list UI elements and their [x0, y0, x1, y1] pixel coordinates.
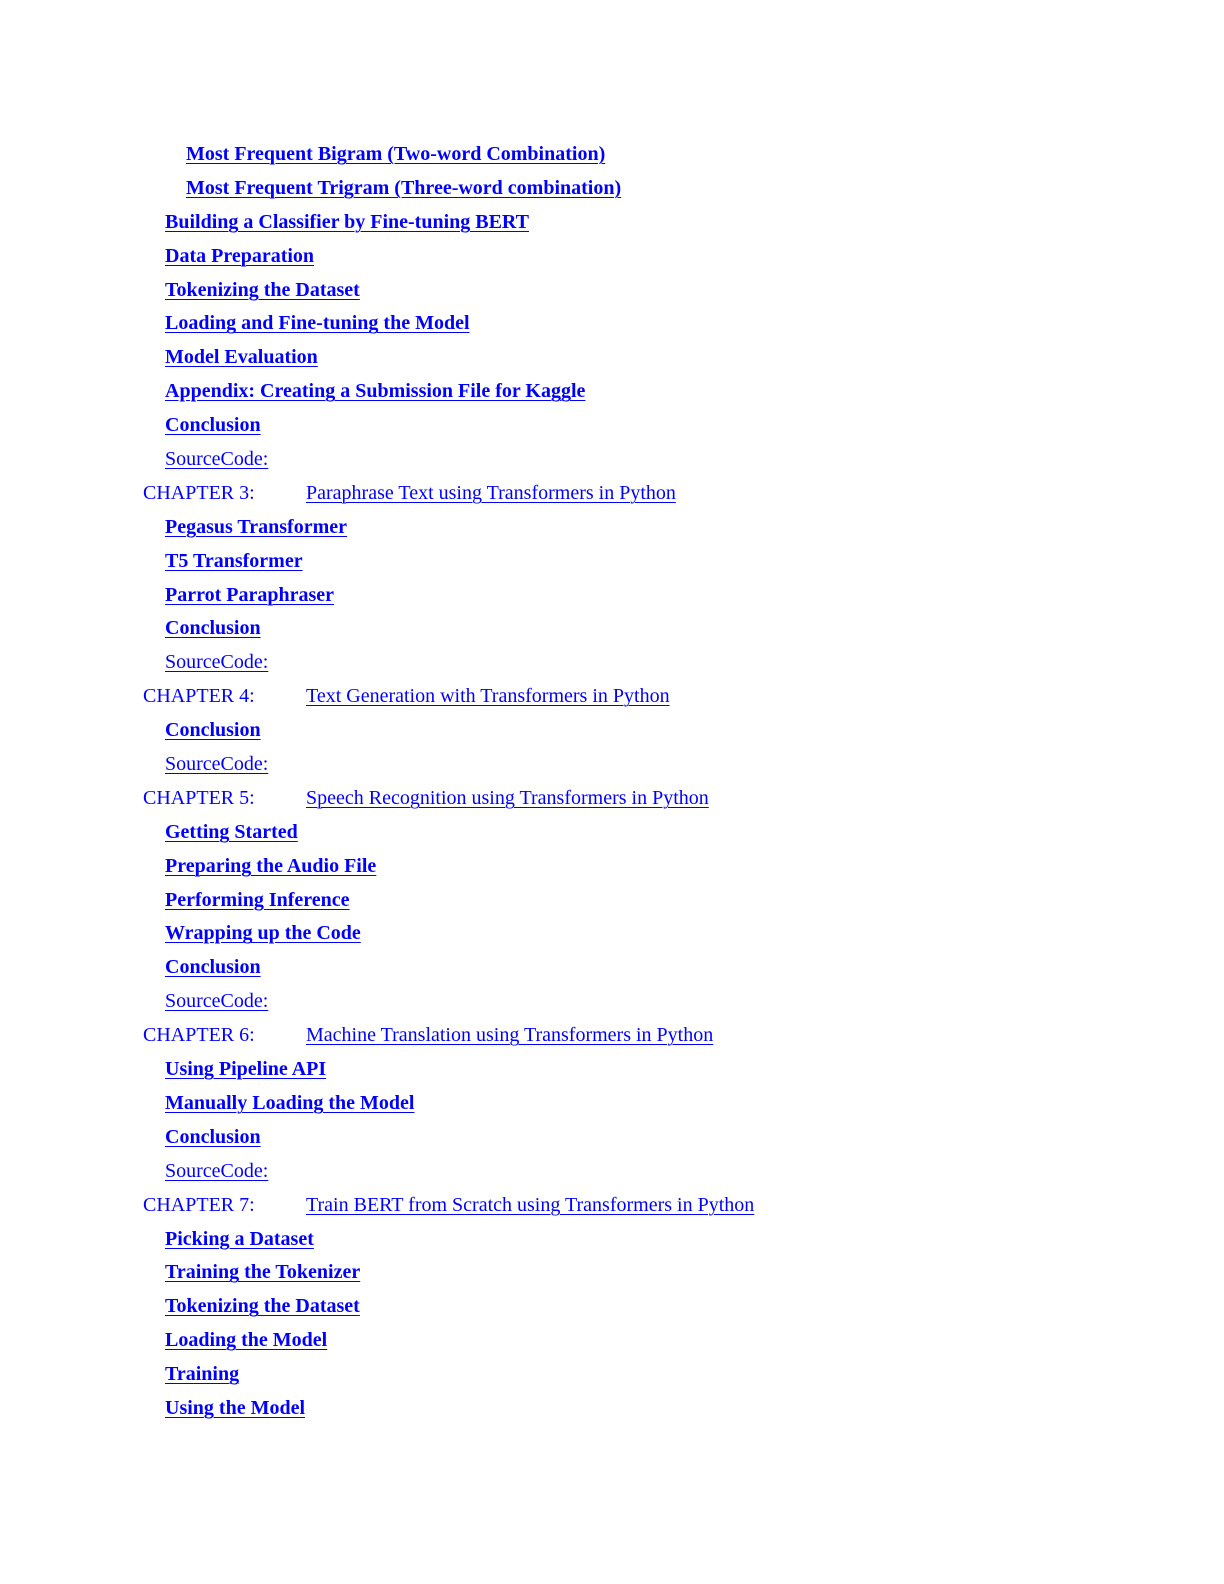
toc-link[interactable]: Manually Loading the Model — [165, 1091, 415, 1114]
toc-link[interactable]: Wrapping up the Code — [165, 922, 361, 945]
toc-entry — [0, 714, 1224, 748]
toc-chapter-entry — [0, 477, 1224, 511]
toc-entry — [0, 1223, 1224, 1257]
toc-entry — [0, 917, 1224, 951]
toc-link[interactable]: SourceCode: — [165, 448, 269, 471]
toc-entry — [0, 816, 1224, 850]
toc-link[interactable]: Data Preparation — [165, 244, 315, 267]
toc-chapter-entry — [0, 1019, 1224, 1053]
toc-entry — [0, 545, 1224, 579]
chapter-title: Text Generation with Transformers in Python — [306, 685, 670, 708]
toc-entry — [0, 206, 1224, 240]
toc-entry — [0, 274, 1224, 308]
toc-entry — [0, 951, 1224, 985]
table-of-contents — [0, 138, 1224, 1426]
toc-entry — [0, 443, 1224, 477]
chapter-number: CHAPTER 7: — [143, 1193, 255, 1216]
toc-entry — [0, 307, 1224, 341]
toc-entry — [0, 1155, 1224, 1189]
chapter-number: CHAPTER 5: — [143, 786, 255, 809]
toc-link[interactable]: Most Frequent Trigram (Three-word combination) — [186, 176, 622, 199]
toc-link[interactable]: Tokenizing the Dataset — [165, 278, 360, 301]
toc-link[interactable]: Preparing the Audio File — [165, 854, 377, 877]
toc-entry — [0, 1121, 1224, 1155]
toc-chapter-entry — [0, 680, 1224, 714]
toc-entry — [0, 409, 1224, 443]
toc-link[interactable]: Using the Model — [165, 1396, 305, 1419]
toc-link[interactable]: Performing Inference — [165, 888, 350, 911]
chapter-number: CHAPTER 6: — [143, 1024, 255, 1047]
toc-entry — [0, 579, 1224, 613]
toc-chapter-link[interactable] — [143, 787, 709, 809]
toc-entry — [0, 646, 1224, 680]
toc-entry — [0, 985, 1224, 1019]
chapter-title: Train BERT from Scratch using Transformers in Python — [306, 1193, 755, 1216]
toc-link[interactable]: Training — [165, 1363, 240, 1386]
toc-chapter-link[interactable] — [143, 1194, 754, 1216]
toc-link[interactable]: Appendix: Creating a Submission File for Kaggle — [165, 380, 586, 403]
toc-entry — [0, 1053, 1224, 1087]
toc-entry — [0, 341, 1224, 375]
toc-link[interactable]: Picking a Dataset — [165, 1227, 314, 1250]
toc-chapter-entry — [0, 1189, 1224, 1223]
toc-entry — [0, 138, 1224, 172]
chapter-number: CHAPTER 3: — [143, 481, 255, 504]
toc-entry — [0, 511, 1224, 545]
toc-link[interactable]: Training the Tokenizer — [165, 1261, 361, 1284]
toc-entry — [0, 240, 1224, 274]
toc-entry — [0, 1392, 1224, 1426]
toc-chapter-entry — [0, 782, 1224, 816]
toc-chapter-link[interactable] — [143, 1024, 713, 1046]
toc-entry — [0, 1256, 1224, 1290]
chapter-number: CHAPTER 4: — [143, 685, 255, 708]
toc-entry — [0, 1087, 1224, 1121]
toc-entry — [0, 1324, 1224, 1358]
toc-chapter-link[interactable] — [143, 685, 670, 707]
toc-entry — [0, 748, 1224, 782]
toc-entry — [0, 850, 1224, 884]
toc-link[interactable]: Conclusion — [165, 719, 261, 742]
toc-link[interactable]: Conclusion — [165, 414, 261, 437]
toc-link[interactable]: SourceCode: — [165, 990, 269, 1013]
toc-link[interactable]: T5 Transformer — [165, 549, 303, 572]
toc-link[interactable]: SourceCode: — [165, 753, 269, 776]
toc-entry — [0, 375, 1224, 409]
toc-entry — [0, 172, 1224, 206]
toc-link[interactable]: SourceCode: — [165, 1159, 269, 1182]
toc-entry — [0, 884, 1224, 918]
toc-link[interactable]: Conclusion — [165, 956, 261, 979]
toc-entry — [0, 1290, 1224, 1324]
chapter-title: Speech Recognition using Transformers in Python — [306, 786, 709, 809]
toc-link[interactable]: Tokenizing the Dataset — [165, 1295, 360, 1318]
toc-link[interactable]: Loading and Fine-tuning the Model — [165, 312, 470, 335]
chapter-title: Machine Translation using Transformers in Python — [306, 1024, 714, 1047]
toc-link[interactable]: Pegasus Transformer — [165, 515, 348, 538]
toc-link[interactable]: Conclusion — [165, 617, 261, 640]
chapter-title: Paraphrase Text using Transformers in Python — [306, 481, 676, 504]
toc-link[interactable]: Building a Classifier by Fine-tuning BERT — [165, 210, 530, 233]
toc-entry — [0, 1358, 1224, 1392]
toc-chapter-link[interactable] — [143, 482, 676, 504]
toc-link[interactable]: SourceCode: — [165, 651, 269, 674]
toc-link[interactable]: Conclusion — [165, 1125, 261, 1148]
toc-link[interactable]: Model Evaluation — [165, 346, 318, 369]
toc-link[interactable]: Loading the Model — [165, 1329, 328, 1352]
toc-link[interactable]: Using Pipeline API — [165, 1058, 327, 1081]
toc-link[interactable]: Parrot Paraphraser — [165, 583, 335, 606]
toc-entry — [0, 612, 1224, 646]
toc-link[interactable]: Getting Started — [165, 820, 298, 843]
toc-link[interactable]: Most Frequent Bigram (Two-word Combination) — [186, 143, 606, 165]
